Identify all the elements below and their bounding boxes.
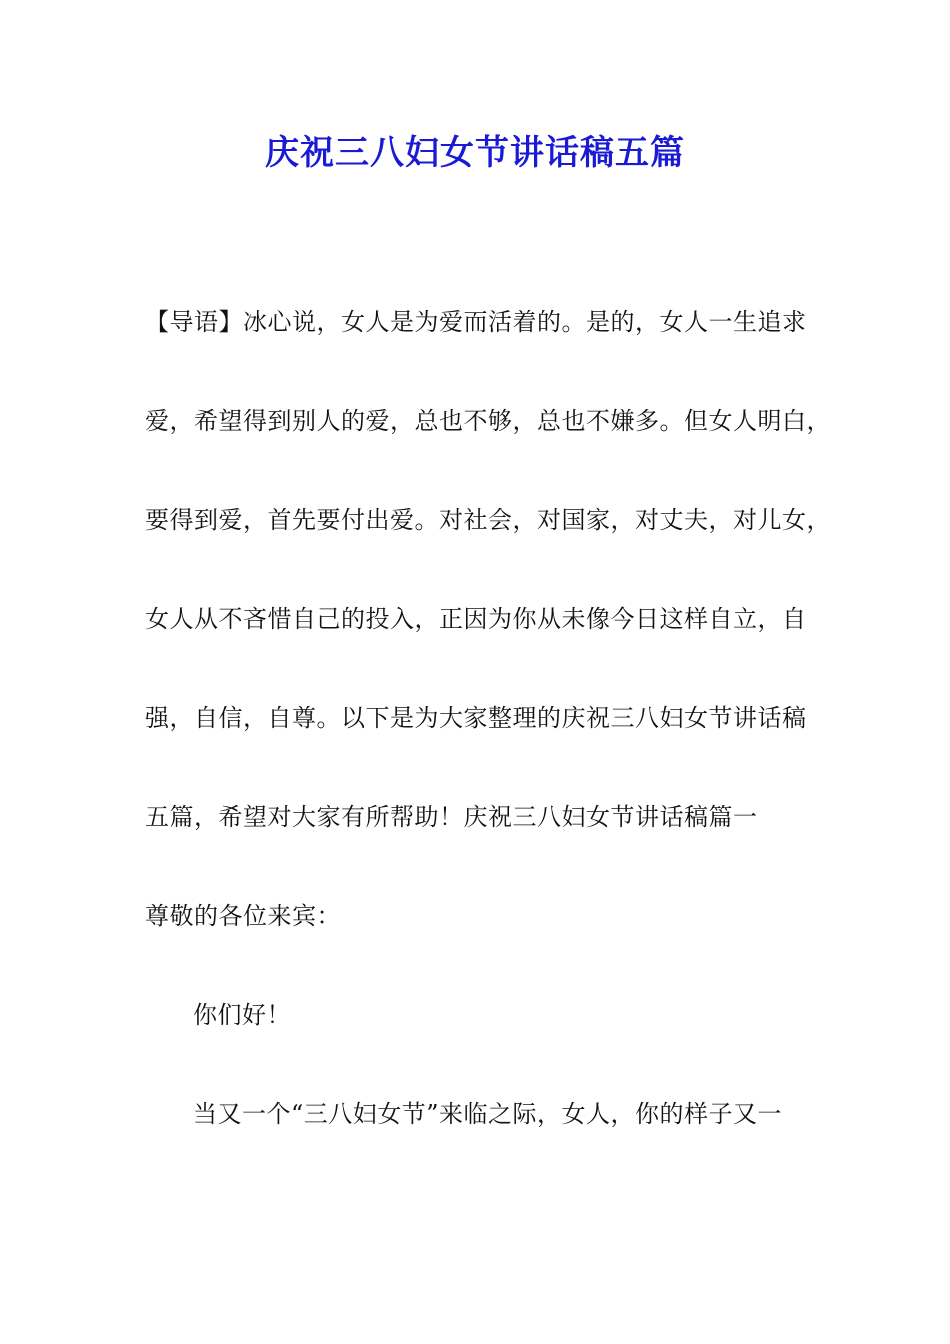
salutation-line: 尊敬的各位来宾： (145, 902, 341, 930)
paragraph-line: 【导语】冰心说，女人是为爱而活着的。是的，女人一生追求 (145, 308, 807, 336)
document-title: 庆祝三八妇女节讲话稿五篇 (265, 133, 685, 173)
greeting-line: 你们好！ (193, 1001, 291, 1029)
paragraph-line: 爱，希望得到别人的爱，总也不够，总也不嫌多。但女人明白， (145, 407, 831, 435)
paragraph-line: 五篇，希望对大家有所帮助！庆祝三八妇女节讲话稿篇一 (145, 803, 758, 831)
paragraph-line: 当又一个“三八妇女节”来临之际，女人，你的样子又一 (193, 1100, 783, 1128)
paragraph-line: 强，自信，自尊。以下是为大家整理的庆祝三八妇女节讲话稿 (145, 704, 807, 732)
paragraph-line: 要得到爱，首先要付出爱。对社会，对国家，对丈夫，对儿女， (145, 506, 831, 534)
paragraph-line: 女人从不吝惜自己的投入，正因为你从未像今日这样自立，自 (145, 605, 807, 633)
